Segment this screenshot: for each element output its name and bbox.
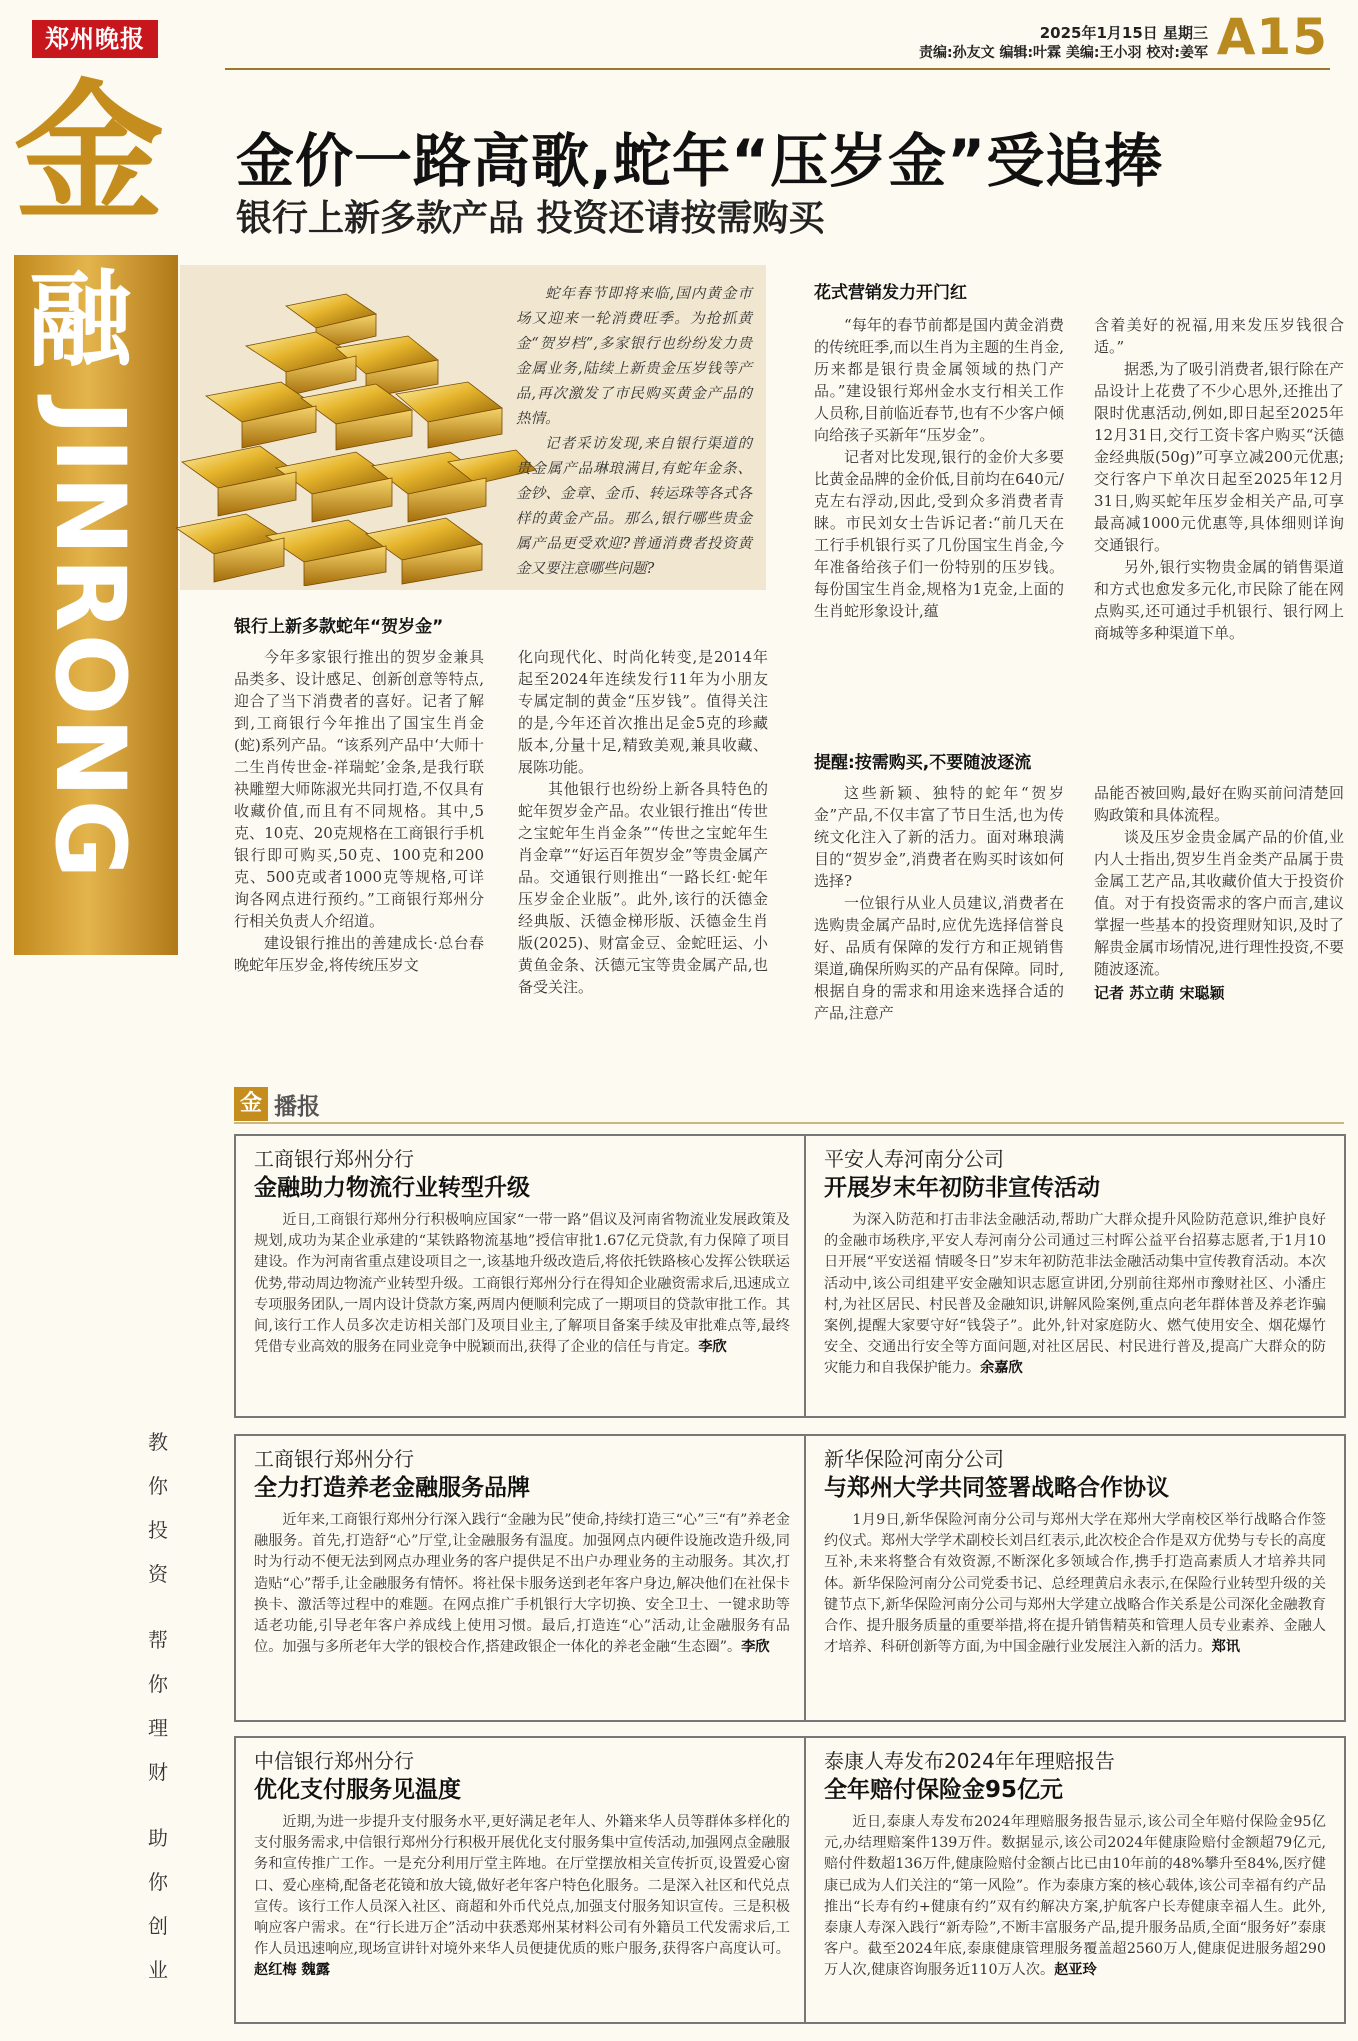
news-box-taikang bbox=[804, 1736, 1346, 2024]
news-body: 近日,泰康人寿发布2024年理赔服务报告显示,该公司全年赔付保险金95亿元,办结理赔案件139万件。数据显示,该公司2024年健康险赔付金额超79亿元,赔付件数超136万件,健康险赔付金额占比已由10年前的48%攀升至84%,医疗健康已成为人们关注的“第一风险”。作为泰康方案的核心载体,该公司幸福有约产品推出“长寿有约+健康有约”双有约解决方案,护航客户长寿健康幸福人生。此外,泰康人寿深入践行“新寿险”,不断丰富服务产品,提升服务品质,全面“服务好”泰康客户。截至2024年底,泰康健康管理服务覆盖超2560万人,健康促进服务超290万人次,健康咨询服务近110万人次。赵亚玲 bbox=[824, 1814, 1326, 1979]
news-box-icbc-pension bbox=[234, 1434, 810, 1722]
news-author: 余嘉欣 bbox=[980, 1360, 1023, 1377]
article-col-1: 今年多家银行推出的贺岁金兼具品类多、设计感足、创新创意等特点,迎合了当下消费者的喜好。记者了解到,工商银行今年推出了国宝生肖金(蛇)系列产品。“该系列产品中‘大师十二生肖传世金-祥瑞蛇’金条,是我行联袂雕塑大师陈淑光共同打造,不仅具有收藏价值,而且有不同规格。其中,5克、10克、20克规格在工商银行手机银行即可购买,50克、100克和200克、500克或者1000克等规格,可详询各网点进行预约。”工商银行郑州分行相关负责人介绍道。 建设银行推出的善建成长·总台春晚蛇年压岁金,将传统压岁文 bbox=[234, 648, 484, 974]
news-org: 中信银行郑州分行 bbox=[254, 1749, 414, 1773]
section-pinyin: JINRONG bbox=[34, 400, 146, 881]
news-author: 李欣 bbox=[741, 1639, 770, 1656]
news-body: 近年来,工商银行郑州分行深入践行“金融为民”使命,持续打造三“心”三“有”养老金融服务。首先,打造舒“心”厅堂,让金融服务有温度。加强网点内硬件设施改造升级,同时为行动不便无法到网点办理业务的客户提供足不出户办理业务的主动服务。其次,打造贴“心”帮手,让金融服务有情怀。将社保卡服务送到老年客户身边,解决他们在社保卡换卡、激活等过程中的难题。在网点推广手机银行大字切换、安全卫士、一键求助等适老功能,引导老年客户养成线上使用习惯。最后,打造连“心”活动,让金融服务有品位。加强与多所老年大学的银校合作,搭建政银企一体化的养老金融“生态圈”。李欣 bbox=[254, 1512, 790, 1656]
gold-bars-image bbox=[176, 266, 536, 586]
section-char-jin: 金 bbox=[14, 65, 165, 241]
page-subheadline: 银行上新多款产品 投资还请按需购买 bbox=[236, 198, 825, 239]
newspaper-logo: 郑州晚报 bbox=[32, 20, 158, 58]
bobao-label: 播报 bbox=[274, 1093, 320, 1120]
news-author: 赵亚玲 bbox=[1054, 1962, 1097, 1979]
news-author: 李欣 bbox=[698, 1339, 727, 1356]
page-number: A15 bbox=[1216, 8, 1328, 66]
news-body: 近日,工商银行郑州分行积极响应国家“一带一路”倡议及河南省物流业发展政策及规划,成功为某企业承建的“某铁路物流基地”授信审批1.67亿元贷款,有力保障了项目建设。作为河南省重点建设项目之一,该基地升级改造后,将依托铁路核心发挥公铁联运优势,带动周边物流产业转型升级。工商银行郑州分行在得知企业融资需求后,迅速成立专项服务团队,一周内设计贷款方案,两周内便顺利完成了一期项目的贷款审批工作。其间,该行工作人员多次走访相关部门及项目业主,了解项目备案手续及审批难点等,最终凭借专业高效的服务在同业竞争中脱颖而出,获得了企业的信任与肯定。李欣 bbox=[254, 1212, 790, 1356]
news-title: 与郑州大学共同签署战略合作协议 bbox=[824, 1475, 1169, 1501]
news-box-citic bbox=[234, 1736, 810, 2024]
section-title-1: 银行上新多款蛇年“贺岁金” bbox=[234, 617, 444, 637]
article-col-5: 这些新颖、独特的蛇年“贺岁金”产品,不仅丰富了节日生活,也为传统文化注入了新的活力。面对琳琅满目的“贺岁金”,消费者在购买时该如何选择? 一位银行从业人员建议,消费者在选购贵金属产品时,应优先选择信誉良好、品质有保障的发行方和正规销售渠道,确保所购买的产品有保障。同时,根据自身的需求和用途来选择合适的产品,注意产 bbox=[814, 784, 1064, 1022]
news-org: 新华保险河南分公司 bbox=[824, 1447, 1004, 1471]
section-slogan: 教 你 投 资 帮 你 理 财 助 你 创 业 bbox=[148, 1430, 168, 1982]
issue-date: 2025年1月15日 星期三 bbox=[1039, 24, 1208, 42]
news-org: 平安人寿河南分公司 bbox=[824, 1147, 1004, 1171]
bobao-badge: 金 bbox=[234, 1087, 268, 1121]
news-org: 泰康人寿发布2024年年理赔报告 bbox=[824, 1749, 1115, 1773]
page-headline: 金价一路高歌,蛇年“压岁金”受追捧 bbox=[236, 127, 1164, 195]
article-byline: 记者 苏立萌 宋聪颖 bbox=[1094, 984, 1225, 1002]
news-body: 1月9日,新华保险河南分公司与郑州大学在郑州大学南校区举行战略合作签约仪式。郑州大学学术副校长刘吕红表示,此次校企合作是双方优势与专长的高度互补,未来将整合有效资源,不断深化多领域合作,携手打造高素质人才培养共同体。新华保险河南分公司党委书记、总经理黄启永表示,在保险行业转型升级的关键节点下,新华保险河南分公司与郑州大学建立战略合作关系是公司深化金融教育合作、提升服务质量的重要举措,将在提升销售精英和管理人员专业素养、金融人才培养、科研创新等方面,为中国金融行业发展注入新的活力。郑讯 bbox=[824, 1512, 1326, 1656]
section-char-rong: 融 bbox=[28, 258, 133, 381]
article-col-2: 化向现代化、时尚化转变,是2014年起至2024年连续发行11年为小朋友专属定制的黄金“压岁钱”。值得关注的是,今年还首次推出足金5克的珍藏版本,分量十足,精致美观,兼具收藏、展陈功能。 其他银行也纷纷上新各具特色的蛇年贺岁金产品。农业银行推出“传世之宝蛇年生肖金条”“传世之宝蛇年生肖金章”“好运百年贺岁金”等贵金属产品。交通银行则推出“一路长红·蛇年压岁金企业版”。此外,该行的沃德金经典版、沃德金梯形版、沃德金生肖版(2025)、财富金豆、金蛇旺运、小黄鱼金条、沃德元宝等贵金属产品,也备受关注。 bbox=[518, 648, 768, 996]
bobao-divider bbox=[234, 1122, 1344, 1124]
section-title-3: 提醒:按需购买,不要随波逐流 bbox=[814, 753, 1032, 773]
news-title: 开展岁末年初防非宣传活动 bbox=[824, 1175, 1100, 1201]
news-box-xinhua bbox=[804, 1434, 1346, 1722]
news-box-pingan bbox=[804, 1134, 1346, 1418]
article-col-3: “每年的春节前都是国内黄金消费的传统旺季,而以生肖为主题的生肖金,历来都是银行贵金属领域的热门产品。”建设银行郑州金水支行相关工作人员称,目前临近春节,也有不少客户倾向给孩子买新年“压岁金”。 记者对比发现,银行的金价大多要比黄金品牌的金价低,目前均在640元/克左右浮动,因此,受到众多消费者青睐。市民刘女士告诉记者:“前几天在工行手机银行买了几份国宝生肖金,今年准备给孩子们一份特别的压岁钱。每份国宝生肖金,规格为1克金,上面的生肖蛇形象设计,蕴 bbox=[814, 316, 1064, 620]
news-org: 工商银行郑州分行 bbox=[254, 1447, 414, 1471]
news-title: 全年赔付保险金95亿元 bbox=[824, 1777, 1064, 1803]
news-author: 郑讯 bbox=[1211, 1639, 1240, 1656]
news-title: 全力打造养老金融服务品牌 bbox=[254, 1475, 530, 1501]
header-divider bbox=[225, 68, 1330, 70]
news-title: 优化支付服务见温度 bbox=[254, 1777, 461, 1803]
news-box-icbc-logistics bbox=[234, 1134, 810, 1418]
bobao-heading bbox=[234, 1087, 320, 1121]
news-body: 近期,为进一步提升支付服务水平,更好满足老年人、外籍来华人员等群体多样化的支付服务需求,中信银行郑州分行积极开展优化支付服务集中宣传活动,加强网点金融服务和宣传推广工作。一是充分利用厅堂主阵地。在厅堂摆放相关宣传折页,设置爱心窗口、爱心座椅,配备老花镜和放大镜,做好老年客户特色化服务。二是深入社区和代兑点宣传。该行工作人员深入社区、商超和外币代兑点,加强支付服务知识宣传。三是积极响应客户需求。在“行长进万企”活动中获悉郑州某材料公司有外籍员工代发需求后,工作人员迅速响应,现场宣讲针对境外来华人员便捷优质的账户服务,获得客户高度认可。赵红梅 魏露 bbox=[254, 1814, 790, 1979]
editor-credits: 责编:孙友文 编辑:叶霖 美编:王小羽 校对:姜军 bbox=[918, 45, 1208, 61]
news-author: 赵红梅 魏露 bbox=[254, 1962, 330, 1979]
news-body: 为深入防范和打击非法金融活动,帮助广大群众提升风险防范意识,维护良好的金融市场秩序,平安人寿河南分公司通过三村晖公益平台招募志愿者,于1月10日开展“平安送福 情暖冬日”岁末年初防范非法金融活动集中宣传教育活动。本次活动中,该公司组建平安金融知识志愿宣讲团,分别前往郑州市豫财社区、小潘庄村,为社区居民、村民普及金融知识,讲解风险案例,重点向老年群体普及养老诈骗案例,提醒大家要守好“钱袋子”。此外,针对家庭防火、燃气使用安全、烟花爆竹安全、交通出行安全等方面问题,对社区居民、村民进行普及,提高广大群众的防灾能力和自我保护能力。余嘉欣 bbox=[824, 1212, 1326, 1377]
lead-paragraphs: 蛇年春节即将来临,国内黄金市场又迎来一轮消费旺季。为抢抓黄金“贺岁档”,多家银行也纷纷发力贵金属业务,陆续上新贵金压岁钱等产品,再次激发了市民购买黄金产品的热情。 记者采访发现,来自银行渠道的贵金属产品琳琅满目,有蛇年金条、金钞、金章、金币、转运珠等各式各样的黄金产品。那么,银行哪些贵金属产品更受欢迎?普通消费者投资黄金又要注意哪些问题? bbox=[516, 286, 752, 577]
news-org: 工商银行郑州分行 bbox=[254, 1147, 414, 1171]
article-col-4: 含着美好的祝福,用来发压岁钱很合适。” 据悉,为了吸引消费者,银行除在产品设计上花费了不少心思外,还推出了限时优惠活动,例如,即日起至2025年12月31日,交行工资卡客户购买“沃德金经典版(50g)”可享立减200元优惠;交行客户下单次日起至2025年12月31日,购买蛇年压岁金相关产品,可享最高减1000元优惠等,具体细则详询交通银行。 另外,银行实物贵金属的销售渠道和方式也愈发多元化,市民除了能在网点购买,还可通过手机银行、银行网上商城等多种渠道下单。 bbox=[1094, 316, 1344, 642]
news-title: 金融助力物流行业转型升级 bbox=[254, 1175, 530, 1201]
section-title-2: 花式营销发力开门红 bbox=[814, 283, 967, 303]
article-col-6: 品能否被回购,最好在购买前问清楚回购政策和具体流程。 谈及压岁金贵金属产品的价值,业内人士指出,贺岁生肖金类产品属于贵金属工艺产品,其收藏价值大于投资价值。对于有投资需求的客户而言,建议掌握一些基本的投资理财知识,及时了解贵金属市场情况,进行理性投资,不要随波逐流。 记者 苏立萌 宋聪颖 bbox=[1094, 784, 1344, 1002]
